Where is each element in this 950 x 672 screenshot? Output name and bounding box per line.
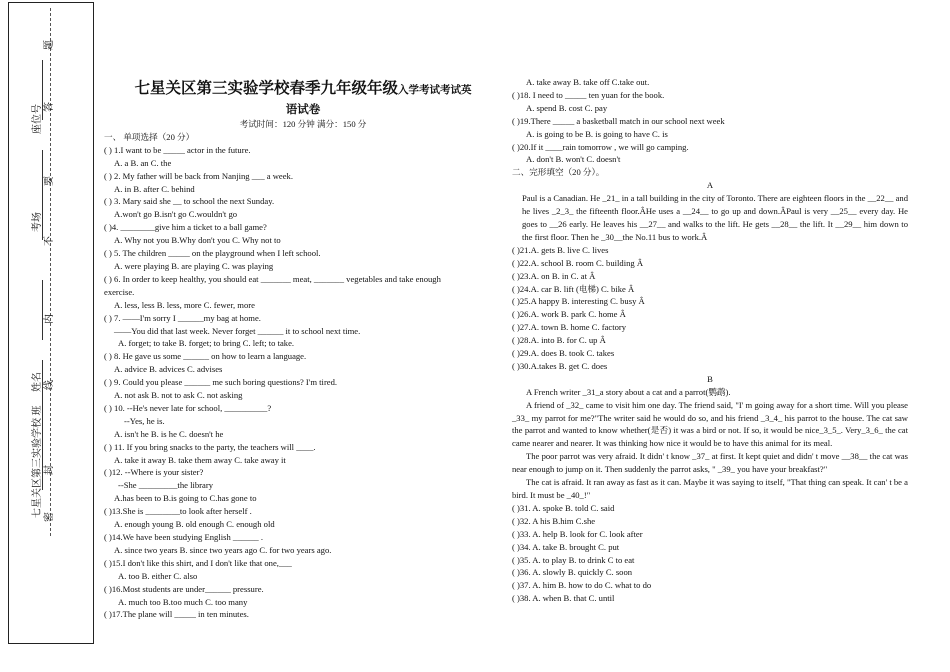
option-33: ( )33. A. help B. look for C. look after [512,528,643,539]
question-4-options: A. Why not you B.Why don't you C. Why not to [114,235,281,246]
question-1-options: A. a B. an C. the [114,157,172,168]
question-8: ( ) 8. He gave us some ______ on how to learn a language. [104,351,307,362]
question-1: ( ) 1.I want to be _____ actor in the future. [104,144,251,155]
question-11: ( ) 11. If you bring snacks to the party, the teachers will ____. [104,441,316,452]
question-10-options: A. isn't he B. is he C. doesn't he [114,428,224,439]
binding-margin [0,0,95,672]
passage-b-para-1: A French writer _31_a story about a cat and a parrot(鹦鹉). [526,386,731,397]
question-9: ( ) 9. Could you please ______ me such boring questions? I'm tired. [104,377,338,388]
section-two-heading: 二、完形填空（20 分）。 [512,167,605,178]
margin-label-xian: 线 [44,380,55,390]
name-underline-2 [42,360,43,490]
name-underline-1 [42,280,43,340]
class-field: 七星关区第三实验学校 班 [32,405,43,518]
question-16-options: A. much too B.too much C. too many [118,596,248,607]
question-13-options: A. enough young B. old enough C. enough old [114,519,275,530]
question-7: ( ) 7. ——I'm sorry I ______my bag at home. [104,312,261,323]
question-12-reply: --She _________the library [118,480,213,491]
left-column [104,0,502,621]
question-12: ( )12. --Where is your sister? [104,467,204,478]
passage-b-label: B [707,373,713,384]
right-column [512,0,908,605]
question-14: ( )14.We have been studying English ______ . [104,532,263,542]
question-14-options: A. since two years B. since two years ago C. for two years ago. [114,544,332,555]
question-19: ( )19.There _____ a basketball match in our school next week [512,115,725,126]
question-10-reply: --Yes, he is. [124,415,165,426]
question-17: ( )17.The plane will _____ in ten minutes. [104,609,249,620]
question-11-options: A. take it away B. take them away C. take away it [114,454,286,465]
question-13: ( )13.She is ________to look after herself . [104,506,252,517]
question-18-options: A. spend B. cost C. pay [526,102,608,113]
page-title [104,78,502,102]
seat-number-field: 座位号 [32,104,43,134]
margin-label-nei: 内 [44,314,55,324]
question-20: ( )20.If it ____rain tomorrow , we will go camping. [512,141,689,152]
option-24: ( )24.A. car B. lift (电梯) C. bike Â [512,283,635,294]
margin-label-feng: 封 [44,465,55,475]
passage-a: Paul is a Canadian. He _21_ in a tall building in the city of Toronto. There are eighteen floors in the __22__ and he lives _2_3_ the fifteenth floor.ÂHe uses a __24__ to go up and down.ÂPaul is very __25__ every day. He goes to __26 early. He leaves his __27__ and walks to the lift. He gets __28__ the lift. It __29__ him down to the first floor. Then he _30__the No.11 bus to work.Â [522,193,908,242]
passage-b-para-4: The cat is afraid. It ran away as fast as it can. Maybe it was saying to itself, "That thing can speak. It can' t be a bird. It must be _40_!" [512,477,908,500]
question-3-options: A.won't go B.isn't go C.wouldn't go [114,209,238,220]
margin-label-mi: 密 [44,512,55,522]
question-10: ( ) 10. --He's never late for school, __________? [104,402,272,413]
option-22: ( )22.A. school B. room C. building Â [512,257,644,268]
option-35: ( )35. A. to play B. to drink C to eat [512,554,635,565]
margin-label-yao: 要 [44,176,55,186]
question-18: ( )18. I need to _____ ten yuan for the book. [512,89,665,100]
question-5: ( ) 5. The children _____ on the playground when I left school. [104,248,321,259]
question-2-options: A. in B. after C. behind [114,183,195,194]
title-main: 七星关区第三实验学校春季九年级年级 [134,80,398,97]
option-31: ( )31. A. spoke B. told C. said [512,502,615,513]
question-20-options: A. don't B. won't C. doesn't [526,154,621,165]
option-29: ( )29.A. does B. took C. takes [512,348,615,359]
question-6-cont: exercise. [104,286,135,297]
option-21: ( )21.A. gets B. live C. lives [512,244,609,255]
question-8-options: A. advice B. advices C. advises [114,364,223,375]
option-32: ( )32. A his B.him C.she [512,515,596,526]
question-15: ( )15.I don't like this shirt, and I don't like that one,___ [104,557,292,568]
seal-line [50,8,51,536]
question-6: ( ) 6. In order to keep healthy, you should eat _______ meat, _______ vegetables and take enough [104,273,441,284]
exam-info: 考试时间：120 分钟 满分：150 分 [239,119,367,129]
question-7-reply: ——You did that last week. Never forget ______ it to school next time. [114,325,361,336]
option-37: ( )37. A. him B. how to do C. what to do [512,580,652,591]
question-15-options: A. too B. either C. also [118,570,198,581]
question-16: ( )16.Most students are under______ pressure. [104,583,264,594]
name-field: 姓名 [32,372,43,392]
question-7-options: A. forget; to take B. forget; to bring C. left; to take. [118,338,295,349]
option-26: ( )26.A. work B. park C. home Â [512,309,626,320]
option-30: ( )30.A.takes B. get C. does [512,360,608,371]
option-27: ( )27.A. town B. home C. factory [512,322,627,333]
seat-underline [42,60,43,120]
option-36: ( )36. A. slowly B. quickly C. soon [512,567,633,578]
question-3: ( ) 3. Mary said she __ to school the next Sunday. [104,196,275,207]
title-small: 入学考试考试英 [398,85,472,96]
passage-b-para-3: The poor parrot was very afraid. It didn' t know _37_ at first. It kept quiet and didn' t move __38__ the cat was near enough to jump on it. Then suddenly the parrot asks, " _39_ you have your breakfast?" [512,451,908,475]
margin-label-ti: 题 [44,40,55,50]
title-line-2: 语试卷 [285,104,321,116]
question-2: ( ) 2. My father will be back from Nanjing ___ a week. [104,170,294,181]
passage-b-para-2: A friend of _32_ came to visit him one day. The friend said, "I' m going away for a short time. Will you please _33_ my parrot for me?"The writer said he would do so, and his friend _3_4_ his parrot to the house. The cat saw the parrot and wanted to know whether(是否) it was a bird or not. If so, it would be nice_3_5_. Very_3_6_ the cat came nearer and nearer. It was thinking how nice it would be to have this animal for its meal. [512,399,908,449]
question-6-options: A. less, less B. less, more C. fewer, more [114,299,255,310]
option-38: ( )38. A. when B. that C. until [512,593,615,604]
passage-a-label: A [706,180,714,191]
question-17-options: A. take away B. take off C.take out. [526,77,650,87]
question-12-options: A.has been to B.is going to C.has gone to [114,493,257,504]
margin-label-bu: 不 [44,236,55,246]
margin-label-da: 答 [44,102,55,112]
option-23: ( )23.A. on B. in C. at Â [512,270,596,281]
question-4: ( )4. ________give him a ticket to a ball game? [104,222,267,233]
question-19-options: A. is going to be B. is going to have C. is [526,128,668,139]
option-25: ( )25.A happy B. interesting C. busy Â [512,296,645,307]
section-one-heading: 一、 单项选择（20 分） [104,131,195,142]
exam-room-field: 考场 [32,212,43,232]
question-9-options: A. not ask B. not to ask C. not asking [114,390,243,401]
room-underline [42,150,43,240]
question-5-options: A. were playing B. are playing C. was playing [114,260,274,271]
option-28: ( )28.A. into B. for C. up Â [512,335,606,346]
option-34: ( )34. A. take B. brought C. put [512,541,620,552]
